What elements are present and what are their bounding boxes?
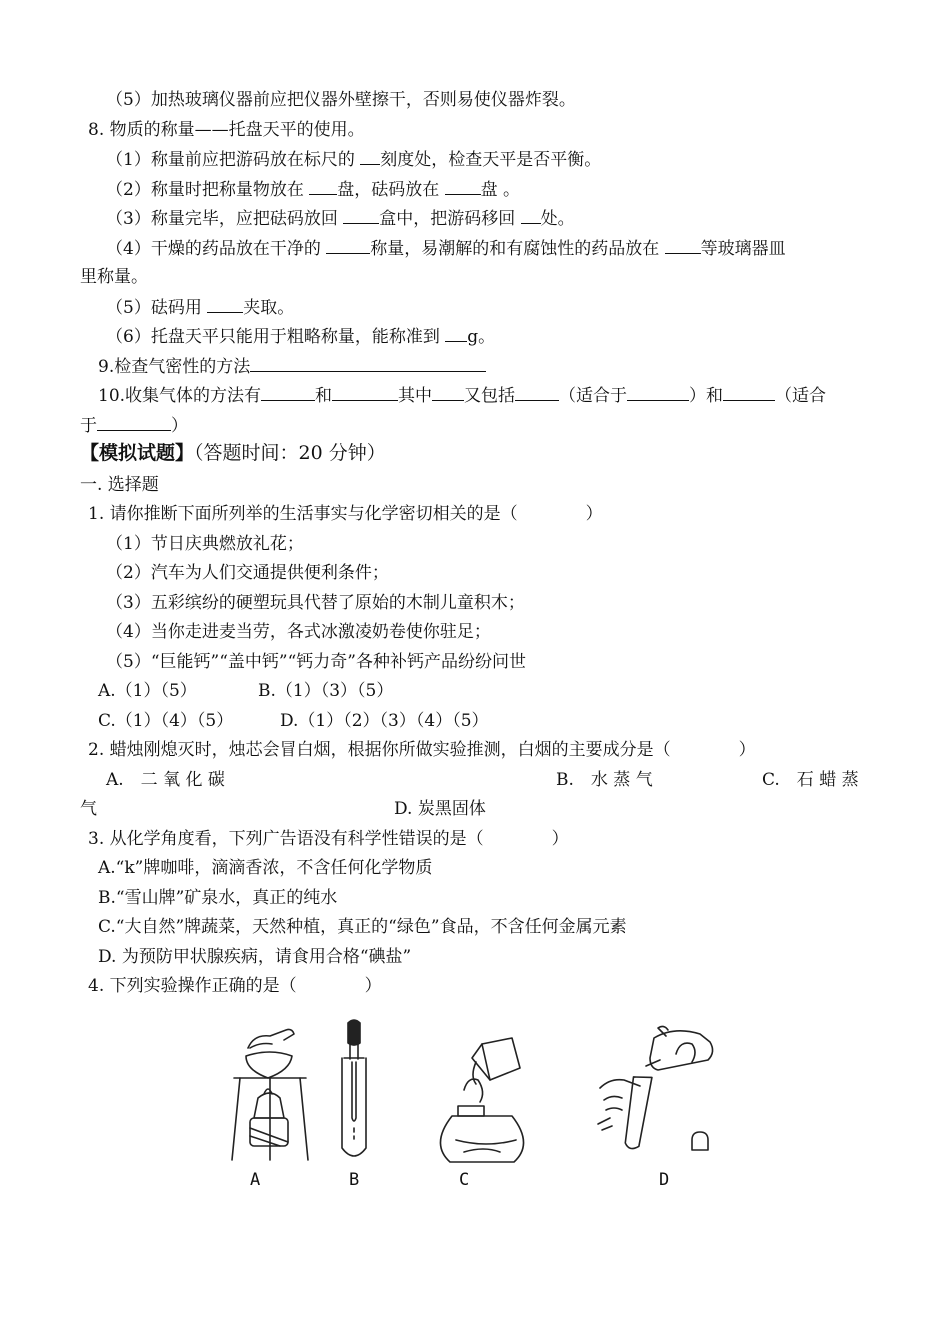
q4-stem: 4. 下列实验操作正确的是（ ） [88, 976, 382, 996]
q3-option-c[interactable]: C.“大自然”牌蔬菜，天然种植，真正的“绿色”食品，不含任何金属元素 [98, 917, 627, 937]
figure-label-d: D [659, 1170, 670, 1190]
part-title: 一. 选择题 [80, 475, 159, 495]
blank[interactable] [515, 384, 559, 401]
figure-b-dropper [342, 1020, 366, 1156]
item-8-3: （3）称量完毕，应把砝码放回 盒中，把游码移回 处。 [106, 209, 575, 229]
q2-option-a[interactable]: A. 二 氧 化 碳 [106, 770, 225, 790]
q2-option-c-cont: 气 [80, 799, 97, 819]
item-10-cont: 于 ） [80, 416, 188, 436]
blank[interactable] [627, 384, 689, 401]
item-9: 9.检查气密性的方法 [0, 355, 950, 378]
figure-a-evaporation [232, 1030, 308, 1161]
q3-option-b[interactable]: B.“雪山牌”矿泉水，真正的纯水 [98, 888, 338, 908]
item-8-5: （5）砝码用 夹取。 [106, 298, 295, 318]
q1-item-1: （1）节日庆典燃放礼花； [106, 534, 304, 554]
item-5-heating: （5）加热玻璃仪器前应把仪器外壁擦干，否则易使仪器炸裂。 [106, 90, 576, 110]
q2-option-c[interactable]: C. 石 蜡 蒸 [762, 770, 859, 790]
q2-option-d[interactable]: D. 炭黑固体 [394, 799, 486, 819]
section-8-title: 8. 物质的称量——托盘天平的使用。 [88, 120, 365, 140]
section-time: （答题时间：20 分钟） [194, 442, 386, 464]
q3-option-a[interactable]: A.“k”牌咖啡，滴滴香浓，不含任何化学物质 [98, 858, 433, 878]
q1-option-c[interactable]: C.（1）（4）（5） [98, 711, 234, 731]
figure-c-alcohol-lamp [440, 1038, 523, 1162]
q1-item-4: （4）当你走进麦当劳，各式冰激凌奶卷使你驻足； [106, 622, 491, 642]
q1-option-b[interactable]: B.（1）（3）（5） [258, 681, 394, 701]
q3-option-d[interactable]: D. 为预防甲状腺疾病，请食用合格“碘盐” [98, 947, 412, 967]
blank[interactable] [250, 355, 486, 372]
blank[interactable] [521, 207, 541, 224]
section-heading [0, 442, 950, 464]
blank[interactable] [445, 178, 481, 195]
blank[interactable] [360, 148, 380, 165]
item-8-6: （6）托盘天平只能用于粗略称量，能称准到 g。 [106, 327, 496, 347]
item-8-2: （2）称量时把称量物放在 盘，砝码放在 盘 。 [106, 180, 521, 200]
blank[interactable] [665, 237, 701, 254]
item-8-1: （1）称量前应把游码放在标尺的 刻度处，检查天平是否平衡。 [106, 150, 602, 170]
blank[interactable] [332, 384, 398, 401]
blank[interactable] [97, 414, 171, 431]
blank[interactable] [445, 325, 467, 342]
figure-label-b: B [349, 1170, 360, 1190]
figure-label-c: C [459, 1170, 470, 1190]
lab-operations-figure [220, 1018, 740, 1193]
blank[interactable] [261, 384, 315, 401]
section-title: 【模拟试题】 [80, 442, 195, 464]
q1-stem: 1. 请你推断下面所列举的生活事实与化学密切相关的是（ ） [88, 504, 603, 524]
q1-option-a[interactable]: A.（1）（5） [98, 681, 197, 701]
blank[interactable] [207, 296, 243, 313]
figure-label-a: A [250, 1170, 261, 1190]
q3-stem: 3. 从化学角度看，下列广告语没有科学性错误的是（ ） [88, 829, 569, 849]
blank[interactable] [723, 384, 775, 401]
blank[interactable] [309, 178, 337, 195]
item-8-4: （4）干燥的药品放在干净的 称量，易潮解的和有腐蚀性的药品放在 等玻璃器皿 [106, 239, 786, 259]
q1-option-d[interactable]: D.（1）（2）（3）（4）（5） [280, 711, 489, 731]
q1-item-3: （3）五彩缤纷的硬塑玩具代替了原始的木制儿童积木； [106, 593, 525, 613]
q1-item-2: （2）汽车为人们交通提供便利条件； [106, 563, 389, 583]
blank[interactable] [326, 237, 370, 254]
item-8-4-cont: 里称量。 [80, 267, 148, 287]
blank[interactable] [432, 384, 464, 401]
q2-stem: 2. 蜡烛刚熄灭时，烛芯会冒白烟，根据你所做实验推测，白烟的主要成分是（ ） [88, 740, 756, 760]
q2-option-b[interactable]: B. 水 蒸 气 [556, 770, 653, 790]
figure-d-pouring [598, 1026, 713, 1150]
item-10: 10.收集气体的方法有 和 其中 又包括 （适合于 ）和 （适合 [98, 386, 827, 406]
blank[interactable] [343, 207, 379, 224]
q1-item-5: （5）“巨能钙”“盖中钙”“钙力奇”各种补钙产品纷纷问世 [106, 652, 526, 672]
